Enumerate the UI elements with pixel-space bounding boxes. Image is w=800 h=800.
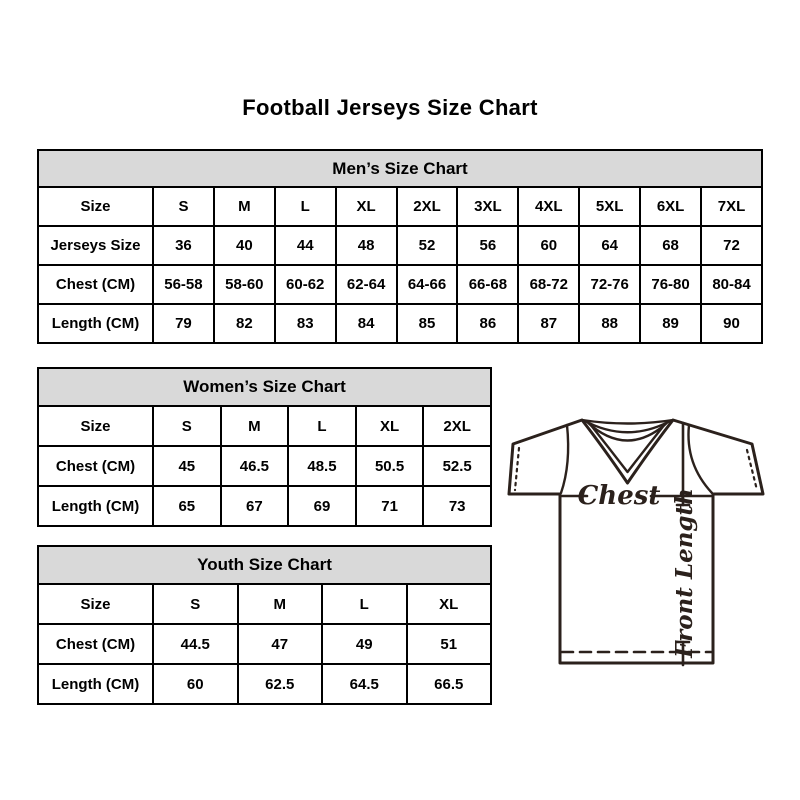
size-value-cell: 62-64: [336, 265, 397, 304]
size-value-cell: 82: [214, 304, 275, 343]
row-label: Length (CM): [38, 664, 153, 704]
size-value-cell: L: [322, 584, 407, 624]
size-value-cell: 58-60: [214, 265, 275, 304]
size-value-cell: 80-84: [701, 265, 762, 304]
size-value-cell: 64: [579, 226, 640, 265]
collar-top-line: [582, 420, 673, 424]
table-row: [38, 406, 491, 446]
size-value-cell: 4XL: [518, 187, 579, 226]
size-value-cell: 56: [457, 226, 518, 265]
womens-size-chart: [37, 367, 492, 527]
table-row: [38, 187, 762, 226]
youth-size-table: [37, 583, 492, 705]
size-value-cell: 46.5: [221, 446, 289, 486]
size-value-cell: 87: [518, 304, 579, 343]
size-value-cell: 44.5: [153, 624, 238, 664]
row-label: Chest (CM): [38, 624, 153, 664]
size-value-cell: 79: [153, 304, 214, 343]
row-label: Size: [38, 406, 153, 446]
size-value-cell: XL: [356, 406, 424, 446]
table-row: [38, 664, 491, 704]
size-value-cell: 68-72: [518, 265, 579, 304]
size-value-cell: 67: [221, 486, 289, 526]
row-label: Length (CM): [38, 486, 153, 526]
size-value-cell: 52: [397, 226, 458, 265]
womens-chart-header: Women’s Size Chart: [37, 367, 492, 407]
front-length-label: Front Length: [671, 488, 698, 658]
size-value-cell: 5XL: [579, 187, 640, 226]
size-value-cell: 60-62: [275, 265, 336, 304]
size-value-cell: 86: [457, 304, 518, 343]
size-value-cell: 84: [336, 304, 397, 343]
size-value-cell: 64-66: [397, 265, 458, 304]
jersey-measurement-diagram: [503, 402, 778, 672]
size-value-cell: 6XL: [640, 187, 701, 226]
row-label: Length (CM): [38, 304, 153, 343]
mens-size-table: [37, 186, 763, 344]
mens-chart-header: Men’s Size Chart: [37, 149, 763, 188]
size-value-cell: M: [238, 584, 323, 624]
size-value-cell: 56-58: [153, 265, 214, 304]
size-value-cell: 7XL: [701, 187, 762, 226]
table-row: [38, 265, 762, 304]
size-value-cell: 60: [518, 226, 579, 265]
youth-size-chart: [37, 545, 492, 705]
row-label: Size: [38, 187, 153, 226]
size-value-cell: 73: [423, 486, 491, 526]
size-value-cell: 3XL: [457, 187, 518, 226]
row-label: Size: [38, 584, 153, 624]
size-value-cell: 2XL: [397, 187, 458, 226]
row-label: Chest (CM): [38, 446, 153, 486]
row-label: Chest (CM): [38, 265, 153, 304]
size-value-cell: 62.5: [238, 664, 323, 704]
womens-size-table: [37, 405, 492, 527]
size-value-cell: 51: [407, 624, 492, 664]
size-value-cell: S: [153, 584, 238, 624]
size-value-cell: 71: [356, 486, 424, 526]
size-value-cell: S: [153, 187, 214, 226]
jersey-outline: [509, 420, 763, 663]
size-value-cell: 60: [153, 664, 238, 704]
size-value-cell: 50.5: [356, 446, 424, 486]
chest-label: Chest: [577, 481, 661, 511]
table-row: [38, 486, 491, 526]
page-title: Football Jerseys Size Chart: [242, 95, 538, 120]
size-value-cell: 89: [640, 304, 701, 343]
table-row: [38, 226, 762, 265]
size-value-cell: 66.5: [407, 664, 492, 704]
youth-chart-header: Youth Size Chart: [37, 545, 492, 585]
size-value-cell: L: [288, 406, 356, 446]
size-value-cell: 90: [701, 304, 762, 343]
size-value-cell: 65: [153, 486, 221, 526]
size-value-cell: 45: [153, 446, 221, 486]
size-value-cell: 83: [275, 304, 336, 343]
size-value-cell: 2XL: [423, 406, 491, 446]
size-value-cell: M: [221, 406, 289, 446]
size-value-cell: 64.5: [322, 664, 407, 704]
row-label: Jerseys Size: [38, 226, 153, 265]
size-value-cell: XL: [407, 584, 492, 624]
table-row: [38, 446, 491, 486]
table-row: [38, 624, 491, 664]
size-value-cell: 72: [701, 226, 762, 265]
size-value-cell: 36: [153, 226, 214, 265]
size-value-cell: 48: [336, 226, 397, 265]
size-value-cell: 68: [640, 226, 701, 265]
size-value-cell: 88: [579, 304, 640, 343]
size-value-cell: 49: [322, 624, 407, 664]
size-value-cell: 48.5: [288, 446, 356, 486]
size-value-cell: XL: [336, 187, 397, 226]
size-value-cell: 69: [288, 486, 356, 526]
size-value-cell: 72-76: [579, 265, 640, 304]
size-value-cell: 40: [214, 226, 275, 265]
size-value-cell: 52.5: [423, 446, 491, 486]
size-value-cell: 66-68: [457, 265, 518, 304]
size-value-cell: L: [275, 187, 336, 226]
table-row: [38, 304, 762, 343]
size-value-cell: S: [153, 406, 221, 446]
size-value-cell: 47: [238, 624, 323, 664]
table-row: [38, 584, 491, 624]
size-value-cell: 85: [397, 304, 458, 343]
mens-size-chart: [37, 149, 763, 344]
size-value-cell: 44: [275, 226, 336, 265]
size-value-cell: M: [214, 187, 275, 226]
size-value-cell: 76-80: [640, 265, 701, 304]
